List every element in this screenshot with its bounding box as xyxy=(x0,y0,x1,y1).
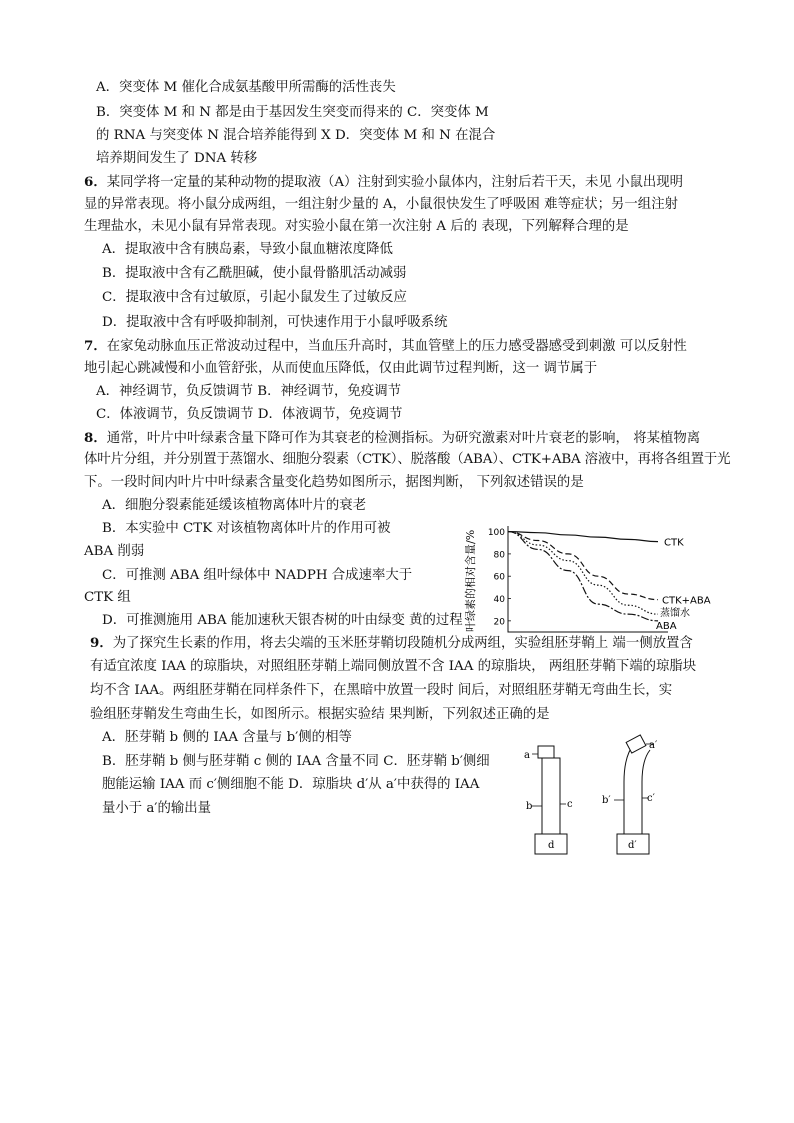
q9-option-b: B．胚芽鞘 b 侧与胚芽鞘 c 侧的 IAA 含量不同 C．胚芽鞘 b′侧细 xyxy=(102,754,490,769)
label-c-prime: c′ xyxy=(647,793,655,804)
q6-option-b: B．提取液中含有乙酰胆碱，使小鼠骨骼肌活动减弱 xyxy=(102,266,407,281)
q6-option-d: D．提取液中含有呼吸抑制剂，可快速作用于小鼠呼吸系统 xyxy=(102,315,448,330)
q8-option-b-cont: ABA 削弱 xyxy=(84,544,145,559)
q5-option-b-cont2: 培养期间发生了 DNA 转移 xyxy=(96,151,258,166)
q8-option-d: D．可推测施用 ABA 能加速秋天银杏树的叶由绿变 黄的过程 xyxy=(102,613,463,628)
y-tick-label: 100 xyxy=(487,528,505,539)
label-b: b xyxy=(526,801,533,812)
q8-stem-line1: 8．通常，叶片中叶绿素含量下降可作为其衰老的检测指标。为研究激素对叶片衰老的影响， 将某植物离 xyxy=(84,430,701,446)
q7-stem-line2: 地引起心跳减慢和小血管舒张，从而使血压降低，仅由此调节过程判断，这一 调节属于 xyxy=(84,361,598,376)
q7-stem-line1: 7．在家兔动脉血压正常波动过程中，当血压升高时，其血管壁上的压力感受器感受到刺激 可以反射性 xyxy=(84,338,687,354)
y-tick-label: 40 xyxy=(493,595,505,606)
q8-option-c: C．可推测 ABA 组叶绿体中 NADPH 合成速率大于 xyxy=(102,568,413,583)
q5-option-b: B．突变体 M 和 N 都是由于基因发生突变而得来的 C．突变体 M xyxy=(96,105,489,120)
q6-stem-line2: 显的异常表现。将小鼠分成两组，一组注射少量的 A，小鼠很快发生了呼吸困 难等症状；另一组注射 xyxy=(84,197,678,212)
q7-option-cd: C．体液调节，负反馈调节 D．体液调节，免疫调节 xyxy=(96,407,403,422)
experimental-coleoptile xyxy=(602,735,658,854)
q6-option-c: C．提取液中含有过敏原，引起小鼠发生了过敏反应 xyxy=(102,290,407,305)
q9-stem-line1: 9．为了探究生长素的作用，将去尖端的玉米胚芽鞘切段随机分成两组，实验组胚芽鞘上 端一侧放置含 xyxy=(90,635,693,651)
label-d: d xyxy=(548,840,555,851)
q7-option-ab: A．神经调节，负反馈调节 B．神经调节，免疫调节 xyxy=(96,384,401,399)
series-label: CTK+ABA xyxy=(662,595,711,607)
chlorophyll-chart xyxy=(458,512,711,652)
series-line xyxy=(508,532,658,542)
chart-y-axis-label: 叶绿素的相对含量/% xyxy=(464,529,477,632)
q9-option-a: A．胚芽鞘 b 侧的 IAA 含量与 b′侧的相等 xyxy=(102,730,352,745)
y-tick-label: 60 xyxy=(493,572,505,583)
q5-option-b-cont: 的 RNA 与突变体 N 混合培养能得到 X D．突变体 M 和 N 在混合 xyxy=(96,128,496,143)
series-line xyxy=(508,532,658,621)
series-line xyxy=(508,532,658,600)
series-label: ABA xyxy=(656,620,677,632)
chart-legend-labels xyxy=(656,538,711,632)
q8-stem-line2: 体叶片分组，并分别置于蒸馏水、细胞分裂素（CTK）、脱落酸（ABA）、CTK+ABA 溶液中，再将各组置于光 xyxy=(84,452,731,467)
q5-option-a: A．突变体 M 催化合成氨基酸甲所需酶的活性丧失 xyxy=(96,80,396,95)
coleoptile-straight xyxy=(542,758,560,834)
q8-stem-line3: 下。一段时间内叶片中叶绿素含量变化趋势如图所示，据图判断， 下列叙述错误的是 xyxy=(84,475,584,490)
agar-block-a xyxy=(538,746,554,758)
agar-block-a-prime xyxy=(626,735,646,753)
coleoptile-figure xyxy=(518,736,658,858)
y-tick-label: 80 xyxy=(493,550,505,561)
q9-stem-line2: 有适宜浓度 IAA 的琼脂块，对照组胚芽鞘上端同侧放置不含 IAA 的琼脂块， 两组胚芽鞘下端的琼脂块 xyxy=(90,659,697,674)
q8-option-c-cont: CTK 组 xyxy=(84,590,131,605)
label-b-prime: b′ xyxy=(602,795,611,806)
chart-axes xyxy=(508,526,668,632)
label-d-prime: d′ xyxy=(628,840,637,851)
series-label: CTK xyxy=(664,537,684,549)
chart-series xyxy=(508,532,658,621)
y-tick-label: 20 xyxy=(493,617,505,628)
q8-option-a: A．细胞分裂素能延缓该植物离体叶片的衰老 xyxy=(102,498,367,513)
label-a-prime: a′ xyxy=(649,740,658,751)
q6-stem-line1: 6．某同学将一定量的某种动物的提取液（A）注射到实验小鼠体内，注射后若干天，未见 小鼠出现明 xyxy=(84,174,684,190)
q8-option-b: B．本实验中 CTK 对该植物离体叶片的作用可被 xyxy=(102,521,391,536)
control-coleoptile xyxy=(524,746,573,854)
q6-option-a: A．提取液中含有胰岛素，导致小鼠血糖浓度降低 xyxy=(102,242,393,257)
label-a: a xyxy=(524,750,530,761)
q9-option-b-cont2: 量小于 a′的输出量 xyxy=(102,801,212,816)
label-c: c xyxy=(567,799,573,810)
q9-stem-line4: 验组胚芽鞘发生弯曲生长，如图所示。根据实验结 果判断，下列叙述正确的是 xyxy=(90,707,550,722)
q9-option-b-cont: 胞能运输 IAA 而 c′侧细胞不能 D．琼脂块 d′从 a′中获得的 IAA xyxy=(102,777,480,792)
series-line xyxy=(508,532,658,615)
series-label: 蒸馏水 xyxy=(660,608,690,620)
q9-stem-line3: 均不含 IAA。两组胚芽鞘在同样条件下，在黑暗中放置一段时 间后，对照组胚芽鞘无弯曲生长，实 xyxy=(90,683,673,698)
q6-stem-line3: 生理盐水，未见小鼠有异常表现。对实验小鼠在第一次注射 A 后的 表现，下列解释合理的是 xyxy=(84,219,629,234)
